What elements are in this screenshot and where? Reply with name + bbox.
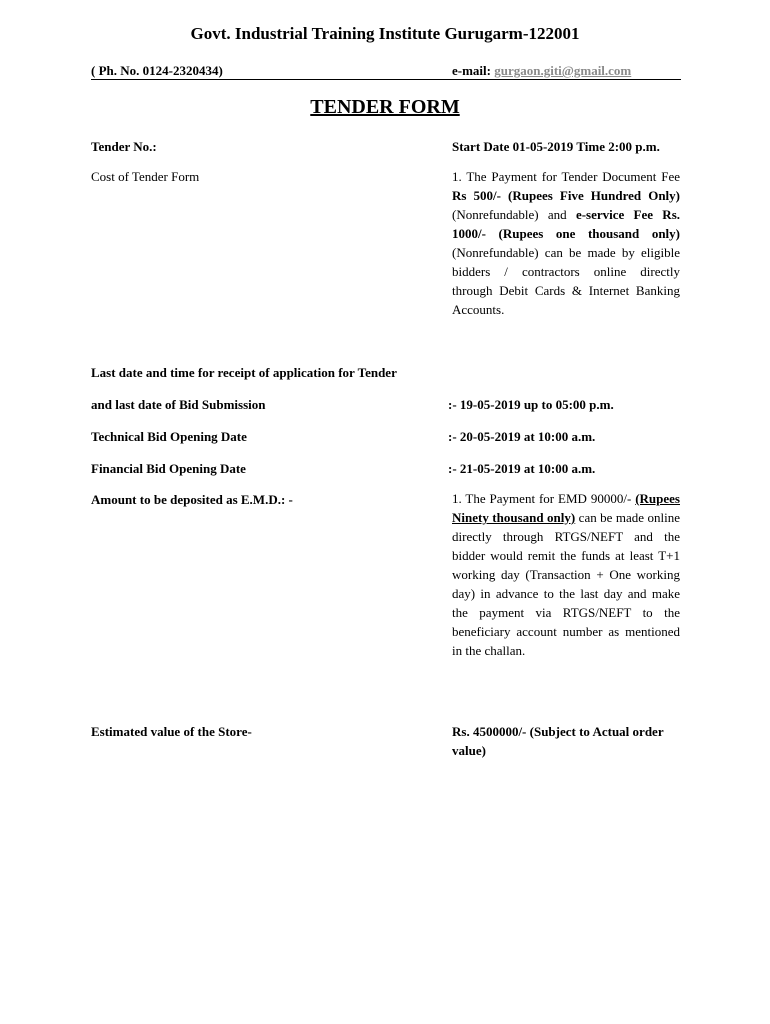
emd-amount-words: (Rupees Ninety thousand only) bbox=[452, 491, 680, 525]
header-divider bbox=[91, 79, 681, 80]
cost-label: Cost of Tender Form bbox=[91, 169, 200, 184]
email-line bbox=[452, 63, 631, 79]
last-date-label-2: and last date of Bid Submission bbox=[91, 397, 266, 412]
emd-text-2: can be made online directly through RTGS/NEFT and the bidder would remit the funds at least T+1 working day (Transaction + One working day) in advance to the last day and make the payment via RTGS/NEFT to the beneficiary account number as mentioned in the challan. bbox=[452, 510, 680, 658]
technical-bid-value: :- 20-05-2019 at 10:00 a.m. bbox=[448, 429, 596, 444]
estimated-value-label: Estimated value of the Store- bbox=[91, 724, 252, 739]
start-date: Start Date 01-05-2019 Time 2:00 p.m. bbox=[452, 139, 660, 154]
emd-paragraph bbox=[452, 489, 680, 660]
financial-bid-label: Financial Bid Opening Date bbox=[91, 461, 246, 476]
cost-paragraph bbox=[452, 167, 680, 319]
financial-bid-value: :- 21-05-2019 at 10:00 a.m. bbox=[448, 461, 596, 476]
tender-no-label: Tender No.: bbox=[91, 139, 157, 154]
last-date-value: :- 19-05-2019 up to 05:00 p.m. bbox=[448, 397, 614, 412]
phone-number: ( Ph. No. 0124-2320434) bbox=[91, 63, 223, 78]
cost-text-1: 1. The Payment for Tender Document Fee bbox=[452, 169, 680, 184]
email-label: e-mail: bbox=[452, 63, 491, 78]
cost-text-3: (Nonrefundable) can be made by eligible bidders / contractors online directly through Debit Cards & Internet Banking Accounts. bbox=[452, 245, 680, 317]
tender-form-heading: TENDER FORM bbox=[310, 96, 460, 118]
technical-bid-label: Technical Bid Opening Date bbox=[91, 429, 247, 444]
last-date-label-1: Last date and time for receipt of application for Tender bbox=[91, 365, 397, 380]
eservice-fee: e-service Fee Rs. 1000/- (Rupees one thousand only) bbox=[452, 207, 680, 241]
institute-title: Govt. Industrial Training Institute Gurugarm-122001 bbox=[190, 24, 580, 43]
cost-text-2: (Nonrefundable) and bbox=[452, 207, 576, 222]
email-link[interactable]: gurgaon.giti@gmail.com bbox=[494, 63, 632, 78]
emd-label: Amount to be deposited as E.M.D.: - bbox=[91, 492, 293, 507]
estimated-value: Rs. 4500000/- (Subject to Actual order value) bbox=[452, 724, 664, 758]
emd-text-1: 1. The Payment for EMD 90000/- bbox=[452, 491, 636, 506]
tender-fee: Rs 500/- (Rupees Five Hundred Only) bbox=[452, 188, 680, 203]
